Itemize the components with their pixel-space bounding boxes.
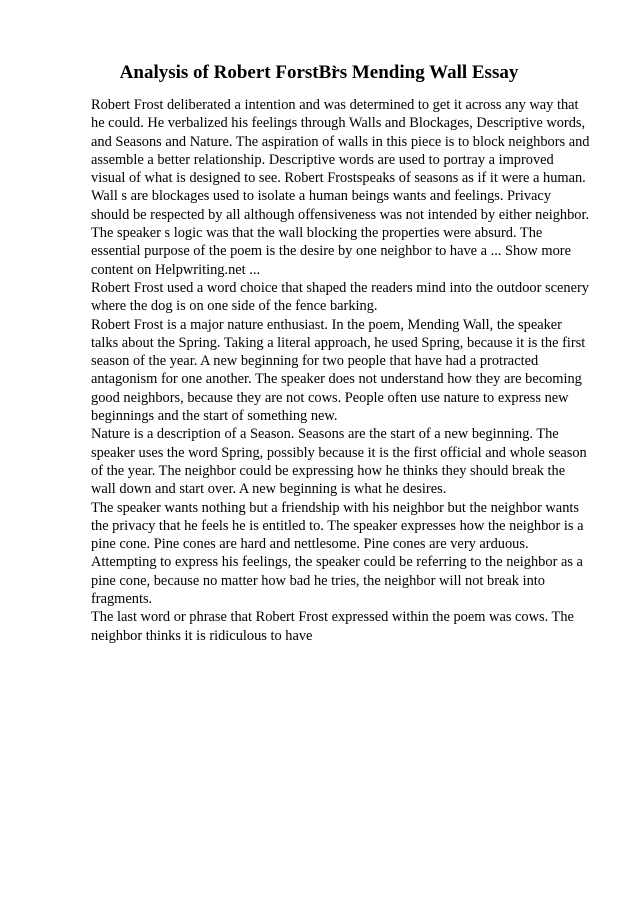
paragraph: Robert Frost is a major nature enthusiast. In the poem, Mending Wall, the speaker talks about the Spring. Taking a literal approach, he used Spring, because it is the first season of the year. A new beginning for two people that have had a protracted antagonism for one another. The speaker does not understand how they are becoming good neighbors, because they are not cows. People often use nature to express new beginnings and the start of something new. [91, 316, 586, 425]
paragraph: The speaker wants nothing but a friendship with his neighbor but the neighbor wants the privacy that he feels he is entitled to. The speaker expresses how the neighbor is a pine cone. Pine cones are hard and nettlesome. Pine cones are very arduous. Attempting to express his feelings, the speaker could be referring to the neighbor as a pine cone, because no matter how bad he tries, the neighbor will not break into fragments. [91, 499, 584, 608]
document-title: Analysis of Robert ForstBr̀s Mending Wall Essay [119, 62, 519, 83]
paragraph: Robert Frost deliberated a intention and was determined to get it across any way that he could. He verbalized his feelings through Walls and Blockages, Descriptive words, and Seasons and Nature. The aspiration of walls in this piece is to block neighbors and assemble a better relationship. Descriptive words are used to portray a improved visual of what is designed to see. Robert Frostspeaks of seasons as if it were a human. [91, 97, 590, 187]
paragraph: Robert Frost used a word choice that shaped the readers mind into the outdoor scenery where the dog is on one side of the fence barking. [91, 279, 589, 315]
document-body [91, 96, 591, 645]
paragraph: The last word or phrase that Robert Frost expressed within the poem was cows. The neighbor thinks it is ridiculous to have [91, 609, 574, 644]
paragraph: Wall s are blockages used to isolate a human beings wants and feelings. Privacy should be respected by all although offensiveness was not intended by either neighbor. The speaker s logic was that the wall blocking the properties were absurd. The essential purpose of the poem is the desire by one neighbor to have a ... Show more content on Helpwriting.net ... [91, 188, 590, 278]
paragraph: Nature is a description of a Season. Seasons are the start of a new beginning. The speaker uses the word Spring, possibly because it is the first official and whole season of the year. The neighbor could be expressing how he thinks they should break the wall down and start over. A new beginning is what he desires. [91, 426, 587, 498]
